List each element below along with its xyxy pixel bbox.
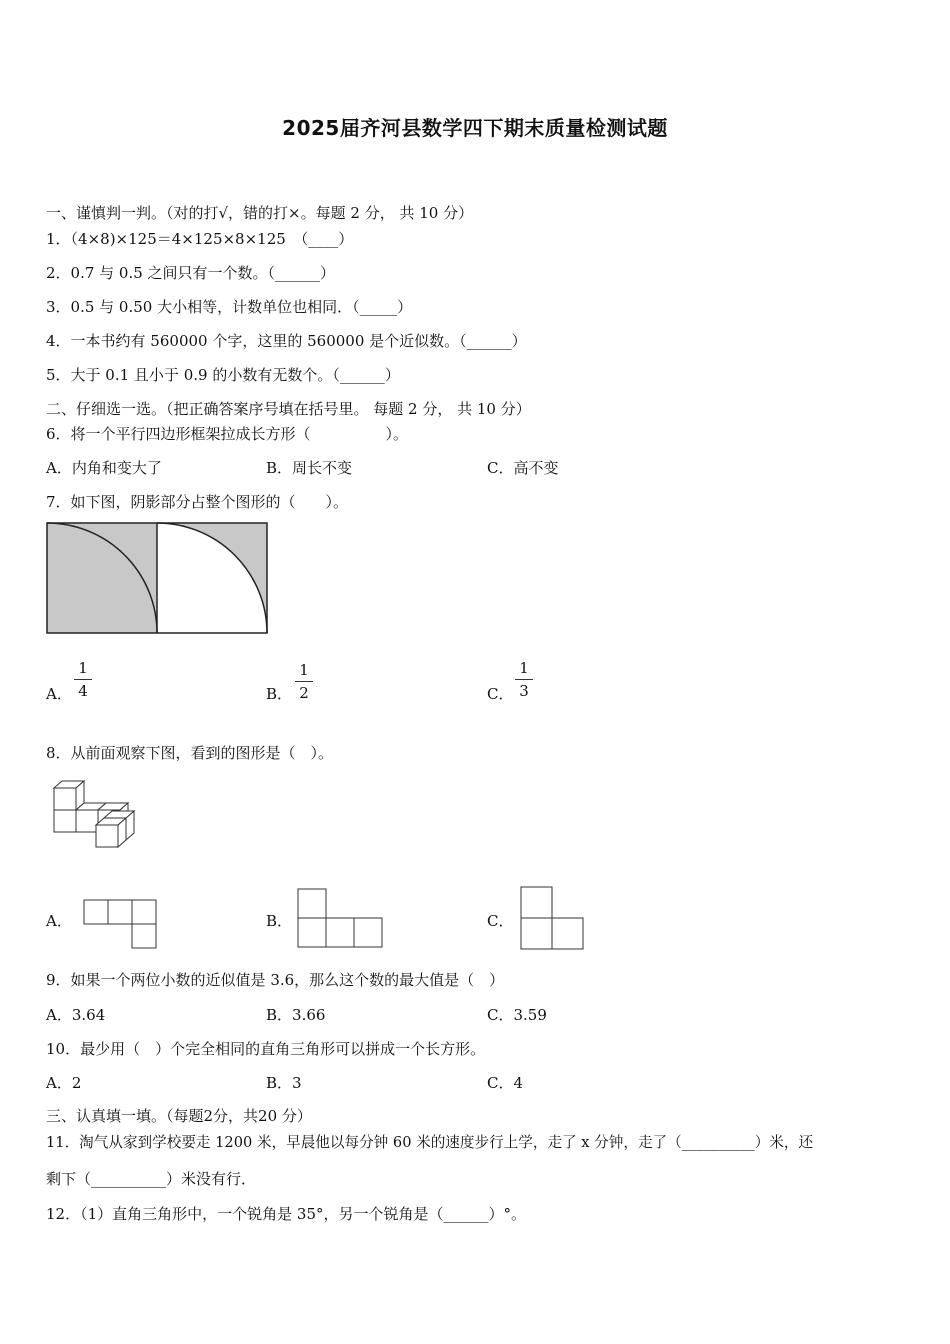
q8-option-c-shape (520, 886, 586, 950)
q6-option-b: B．周长不变 (266, 459, 353, 477)
q10-option-b: B．3 (266, 1074, 302, 1092)
question-3: 3．0.5 与 0.50 大小相等，计数单位也相同．（_____） (46, 298, 413, 316)
q8-option-c-label: C． (487, 912, 514, 930)
q8-option-a-shape (83, 899, 159, 949)
q7-b-numerator: 1 (299, 661, 309, 679)
q7-a-numerator: 1 (78, 659, 88, 677)
q8-option-a-label: A． (46, 912, 72, 930)
section-2-heading: 二、仔细选一选。（把正确答案序号填在括号里。 每题 2 分， 共 10 分） (46, 400, 531, 418)
question-8: 8．从前面观察下图，看到的图形是（ ）。 (46, 744, 334, 762)
q7-c-numerator: 1 (519, 659, 529, 677)
question-10: 10．最少用（ ）个完全相同的直角三角形可以拼成一个长方形。 (46, 1040, 486, 1058)
question-1: 1．（4×8)×125＝4×125×8×125 （____） (46, 230, 354, 248)
q8-option-b-label: B． (266, 912, 293, 930)
section-1-heading: 一、谨慎判一判。（对的打√，错的打×。每题 2 分， 共 10 分） (46, 204, 474, 222)
q7-c-denominator: 3 (519, 682, 529, 700)
q8-cube-figure (50, 778, 140, 854)
q7-a-denominator: 4 (78, 682, 88, 700)
q6-option-c: C．高不变 (487, 459, 559, 477)
q8-option-b-shape (297, 888, 385, 948)
q10-option-a: A．2 (46, 1074, 82, 1092)
q7-option-b-fraction (295, 661, 313, 702)
q9-option-a: A．3.64 (46, 1006, 106, 1024)
page-title: 2025届齐河县数学四下期末质量检测试题 (282, 116, 668, 140)
question-9: 9．如果一个两位小数的近似值是 3.6，那么这个数的最大值是（ ） (46, 971, 505, 989)
q10-option-c: C．4 (487, 1074, 524, 1092)
q7-option-c-label: C． (487, 685, 514, 703)
q7-option-b-label: B． (266, 685, 293, 703)
q7-option-a-label: A． (46, 685, 72, 703)
q7-option-a-fraction (74, 659, 92, 700)
question-4: 4．一本书约有 560000 个字，这里的 560000 是个近似数。（______） (46, 332, 527, 350)
question-2: 2．0.7 与 0.5 之间只有一个数。（______） (46, 264, 336, 282)
q7-b-denominator: 2 (299, 684, 309, 702)
q9-option-c: C．3.59 (487, 1006, 547, 1024)
question-5: 5．大于 0.1 且小于 0.9 的小数有无数个。（______） (46, 366, 400, 384)
question-12: 12．（1）直角三角形中，一个锐角是 35°，另一个锐角是（______）°。 (46, 1205, 526, 1223)
q7-option-c-fraction (515, 659, 533, 700)
q6-option-a: A．内角和变大了 (46, 459, 162, 477)
question-7: 7．如下图，阴影部分占整个图形的（ ）。 (46, 493, 349, 511)
question-11-line-1: 11．淘气从家到学校要走 1200 米，早晨他以每分钟 60 米的速度步行上学，走了 x 分钟，走了（__________）米，还 (46, 1134, 814, 1151)
question-11-line-2: 剩下（__________）米没有行． (46, 1170, 257, 1188)
q7-shaded-figure (46, 522, 268, 634)
question-6: 6．将一个平行四边形框架拉成长方形（ ）。 (46, 425, 409, 443)
q9-option-b: B．3.66 (266, 1006, 326, 1024)
section-3-heading: 三、认真填一填。（每题2分，共20 分） (46, 1107, 312, 1125)
